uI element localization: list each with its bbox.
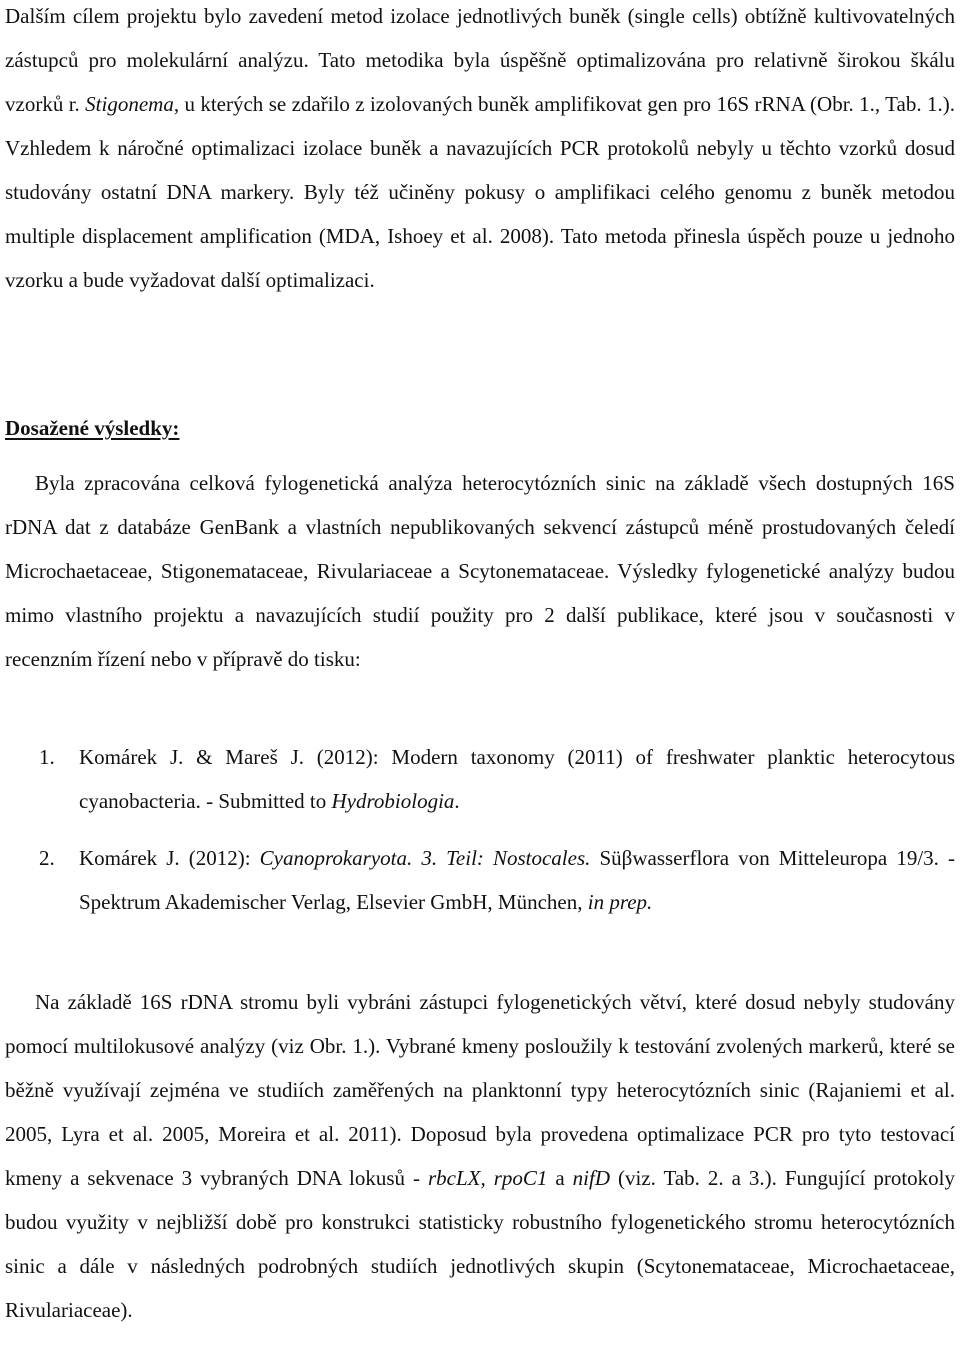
publication-item [5, 735, 955, 823]
text-run: , u kterých se zdařilo z izolovaných buněk amplifikovat gen pro 16S rRNA (Obr. 1., Tab. 1.). Vzhledem k náročné optimalizaci izolace buněk a navazujících PCR protokolů nebyly u těchto vzorků dosud studovány ostatní DNA markery. Byly též učiněny pokusy o amplifikaci celého genomu z buněk metodou multiple displacement amplification (MDA, Ishoey et al. 2008). Tato metoda přinesla úspěch pouze u jednoho vzorku a bude vyžadovat další optimalizaci. [5, 92, 955, 292]
paragraph-single-cell-methods [5, 0, 955, 302]
text-run: a [547, 1166, 573, 1190]
section-heading-text: Dosažené výsledky: [5, 416, 180, 440]
italic-text: nifD [572, 1166, 611, 1190]
paragraph-multilocus [5, 980, 955, 1332]
text-run: Dalším cílem projektu bylo zavedení metod izolace jednotlivých buněk (single cells) obtížně kultivovatelných zástupců pro molekulární analýzu. Tato metodika byla úspěšně optimalizována pro relativně širokou škálu vzorků r. [5, 4, 955, 116]
publication-item [5, 836, 955, 924]
text-run: Komárek J. (2012): [79, 846, 260, 870]
text-run: (viz. Tab. 2. a 3.). Fungující protokoly budou využity v nejbližší době pro konstrukci statisticky robustního fylogenetického stromu heterocytózních sinic a dále v následných podrobných studiích jednotlivých skupin (Scytonemataceae, Microchaetaceae, Rivulariaceae). [5, 1166, 955, 1322]
text-run: Süβwasserflora von Mitteleuropa 19/3. - Spektrum Akademischer Verlag, Elsevier GmbH, München, [79, 846, 955, 914]
text-run: Byla zpracována celková fylogenetická analýza heterocytózních sinic na základě všech dostupných 16S rDNA dat z databáze GenBank a vlastních nepublikovaných sekvencí zástupců méně prostudovaných čeledí Microchaetaceae, Stigonemataceae, Rivulariaceae a Scytonemataceae. Výsledky fylogenetické analýzy budou mimo vlastního projektu a navazujících studií použity pro 2 další publikace, které jsou v současnosti v recenzním řízení nebo v přípravě do tisku: [5, 471, 955, 671]
text-run: Komárek J. & Mareš J. (2012): Modern taxonomy (2011) of freshwater planktic heterocytous cyanobacteria. - Submitted to [79, 745, 955, 813]
list-number: 2. [39, 846, 55, 870]
list-number: 1. [39, 745, 55, 769]
italic-text: Hydrobiologia [331, 789, 455, 813]
paragraph-results [5, 461, 955, 681]
italic-text: rbcLX, rpoC1 [428, 1166, 548, 1190]
italic-text: Cyanoprokaryota. 3. Teil: Nostocales. [259, 846, 591, 870]
italic-text: Stigonema [85, 92, 174, 116]
italic-text: in prep. [587, 890, 653, 914]
text-run: . [454, 789, 460, 813]
section-heading [5, 406, 179, 450]
publication-list [5, 735, 955, 937]
text-run: Na základě 16S rDNA stromu byli vybráni zástupci fylogenetických větví, které dosud nebyly studovány pomocí multilokusové analýzy (viz Obr. 1.). Vybrané kmeny posloužily k testování zvolených markerů, které se běžně využívají zejména ve studiích zaměřených na planktonní typy heterocytózních sinic (Rajaniemi et al. 2005, Lyra et al. 2005, Moreira et al. 2011). Doposud byla provedena optimalizace PCR pro tyto testovací kmeny a sekvenace 3 vybraných DNA lokusů - [5, 990, 955, 1190]
